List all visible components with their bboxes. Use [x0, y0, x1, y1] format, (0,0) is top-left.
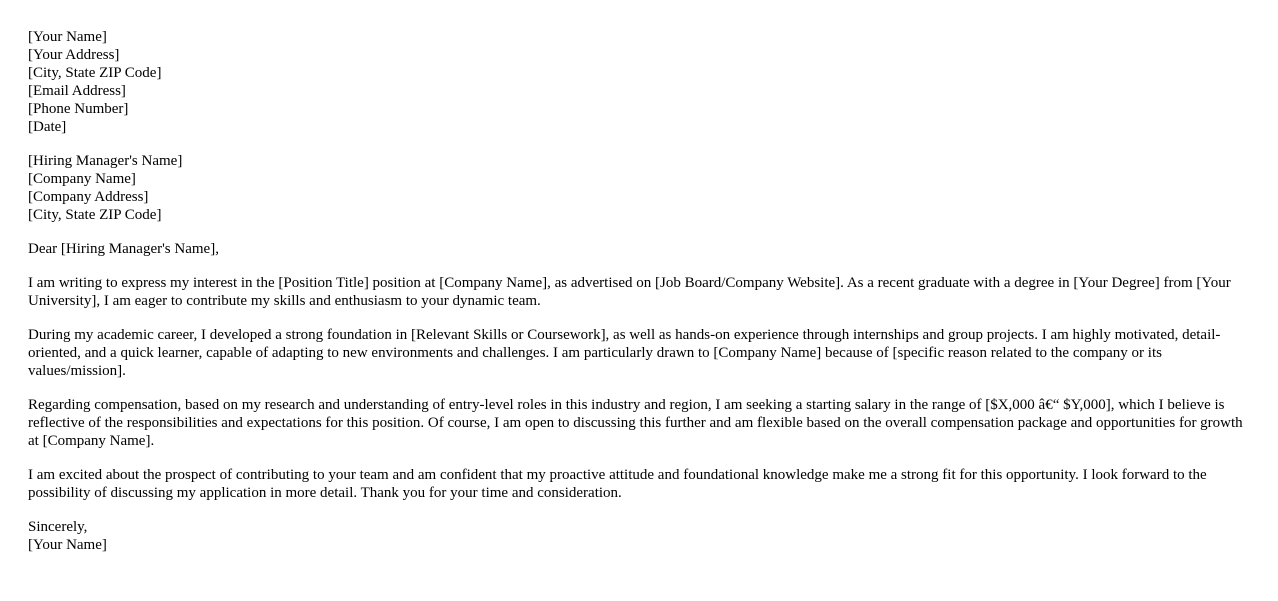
recipient-city-state-zip: [City, State ZIP Code]: [28, 207, 162, 223]
recipient-block: [28, 152, 1250, 224]
sender-name: [Your Name]: [28, 29, 107, 45]
paragraph-introduction: I am writing to express my interest in the [Position Title] position at [Company Name], as advertised on [Job Board/Company Website]. As a recent graduate with a degree in [Your Degree] from [Your University], I am eager to contribute my skills and enthusiasm to your dynamic team.: [28, 275, 1231, 309]
paragraph-compensation: Regarding compensation, based on my research and understanding of entry-level roles in this industry and region, I am seeking a starting salary in the range of [$X,000 â€“ $Y,000], which I believe is reflective of the responsibilities and expectations for this position. Of course, I am open to discussing this further and am flexible based on the overall compensation package and opportunities for growth at [Company Name].: [28, 397, 1243, 449]
letter-date: [Date]: [28, 119, 67, 135]
paragraph-experience: During my academic career, I developed a strong foundation in [Relevant Skills or Coursework], as well as hands-on experience through internships and group projects. I am highly motivated, detail-oriented, and a quick learner, capable of adapting to new environments and challenges. I am particularly drawn to [Company Name] because of [specific reason related to the company or its values/mission].: [28, 327, 1221, 379]
valediction: Sincerely,: [28, 519, 88, 535]
recipient-manager-name: [Hiring Manager's Name]: [28, 153, 183, 169]
sender-city-state-zip: [City, State ZIP Code]: [28, 65, 162, 81]
paragraph-closing-remarks: I am excited about the prospect of contributing to your team and am confident that my proactive attitude and foundational knowledge make me a strong fit for this opportunity. I look forward to the possibility of discussing my application in more detail. Thank you for your time and consideration.: [28, 467, 1207, 501]
recipient-company-address: [Company Address]: [28, 189, 149, 205]
cover-letter: [28, 28, 1250, 570]
salutation: Dear [Hiring Manager's Name],: [28, 241, 219, 257]
sender-email: [Email Address]: [28, 83, 126, 99]
sender-address: [Your Address]: [28, 47, 120, 63]
recipient-company-name: [Company Name]: [28, 171, 136, 187]
signature-name: [Your Name]: [28, 537, 107, 553]
sender-block: [28, 28, 1250, 136]
sender-phone: [Phone Number]: [28, 101, 129, 117]
closing-block: [28, 518, 1250, 554]
